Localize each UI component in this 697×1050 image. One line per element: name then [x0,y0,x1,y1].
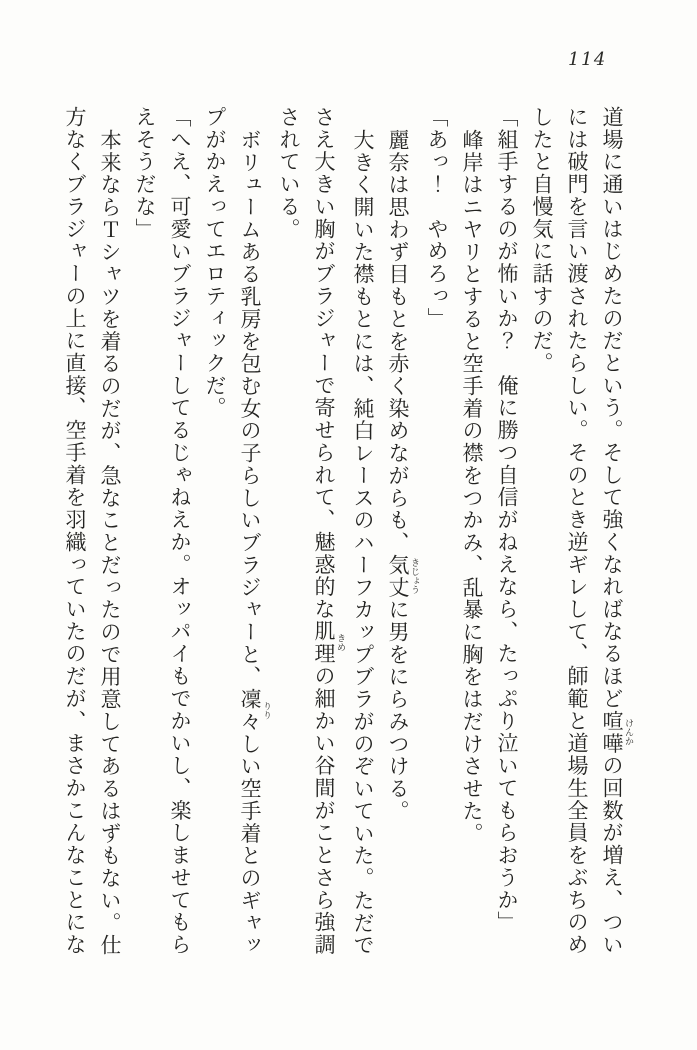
text-line: えそうだな」 [133,106,157,241]
text-line: されている。 [277,106,301,241]
text-line: 麗奈は思わず目もとを赤く染めながらも、気丈 きじょうに男をにらみつける。 [386,129,419,823]
text-line: 峰岸はニヤリとすると空手着の襟をつかみ、乱暴に胸をはだけさせた。 [460,129,484,845]
ruby-annotated-word: 肌理 きめ [312,620,345,666]
text-line: ボリュームある乳房を包む女の子らしいブラジャーと、凜々 りりしい空手着とのギャッ [238,129,271,957]
text-line: 方なくブラジャーの上に直接、空手着を羽織っていたのだが、まさかこんなことにな [63,106,87,956]
text-line: さえ大きい胸がブラジャーで寄せられて、魅惑的な肌理 きめの細かい谷間がことさら強調 [312,106,345,956]
ruby-annotated-word: 喧嘩 けんか [600,709,633,755]
ruby-annotated-word: 気丈 きじょう [386,554,419,599]
text-line: 「へえ、可愛いブラジャーしてるじゃねえか。オッパイもでかいし、楽しませてもら [168,106,192,956]
ruby-annotated-word: 凜々 りり [238,688,271,733]
text-line: 道場に通いはじめたのだという。そして強くなればなるほど喧嘩 けんかの回数が増え、つい [600,106,633,956]
vertical-text-block [57,106,633,964]
text-line: 「あっ！ やめろっ」 [425,106,449,330]
page-number: 114 [568,49,607,70]
text-line: 大きく開いた襟もとには、純白レースのハーフカップブラがのぞいていた。ただで [351,129,375,957]
text-line: したと自慢気に話すのだ。 [530,106,554,375]
text-line: 「組手するのが怖いか？ 俺に勝つ自信がねえなら、たっぷり泣いてもらおうか」 [495,106,519,934]
text-line: プがかえってエロティックだ。 [203,106,227,420]
text-line: 本来ならＴシャツを着るのだが、急なことだったので用意してあるはずもない。仕 [98,129,122,957]
text-line: には破門を言い渡されたらしい。そのとき逆ギレして、師範と道場生全員をぶちのめ [565,106,589,956]
